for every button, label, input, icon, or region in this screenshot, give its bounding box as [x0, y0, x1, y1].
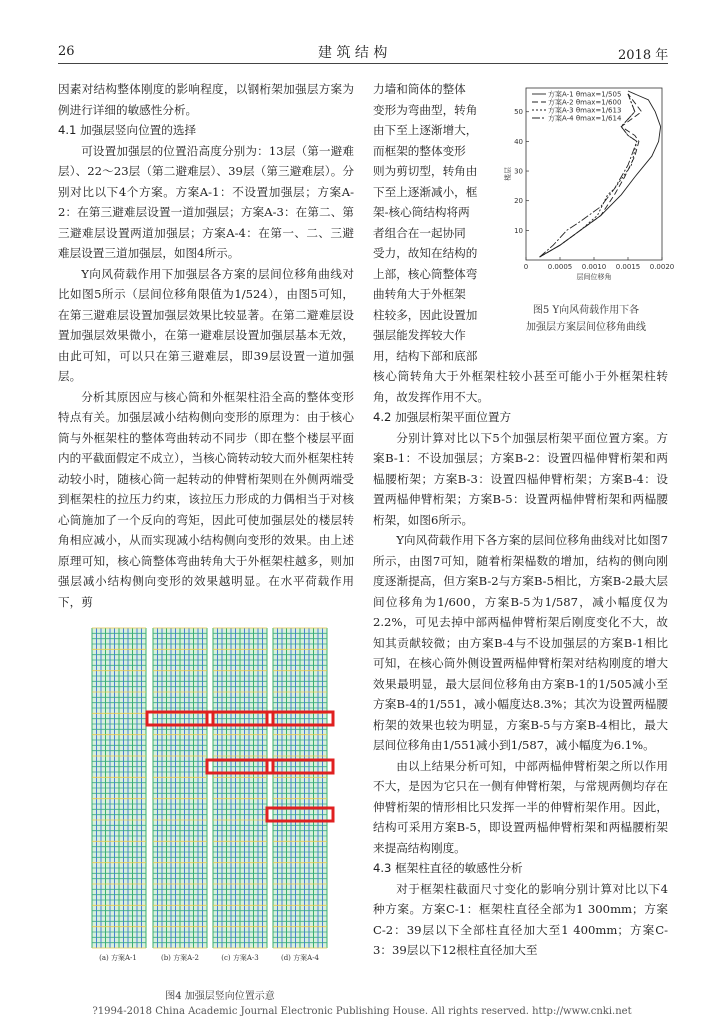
left-column-text	[58, 79, 354, 612]
figure-4-drawing	[92, 626, 332, 951]
paragraph-4-2-a: 分别计算对比以下5个加强层桁架平面位置方案。方案B-1：不设加强层；方案B-2：设置四榀伸臂桁架和两榀腰桁架；方案B-3：设置四榀伸臂桁架；方案B-4：设置两榀伸臂桁架；方案B-5：设置两榀伸臂桁架和两榀腰桁架，如图6所示。	[373, 430, 668, 527]
y-tick-label: 20	[514, 197, 523, 206]
x-tick-label: 0.0010	[581, 263, 607, 271]
legend-entry: 方案A-3 θmax=1/613	[548, 106, 622, 115]
wrap-line: 由下至上逐渐增大，	[373, 123, 478, 137]
intro-paragraph: 因素对结构整体刚度的影响程度，以钢桁架加强层方案为例进行详细的敏感性分析。	[58, 82, 354, 117]
model-elevation	[92, 628, 146, 948]
paragraph-4-1-a: 可设置加强层的位置沿高度分别为：13层（第一避难层）、22～23层（第二避难层）、39层（第三避难层）。分别对比以下4个方案。方案A-1：不设置加强层；方案A-2：在第三避难层设置一道加强层；方案A-3：在第二、第三避难层设置两道加强层；方案A-4：在第一、二、三避难层设置三道加强层，如图4所示。	[58, 143, 354, 260]
y-tick-label: 50	[514, 108, 523, 117]
wrap-line: 受力，故知在结构的	[373, 246, 478, 260]
y-tick-label: 30	[514, 167, 523, 176]
figure-5-caption-line1: 图5 Y向风荷载作用下各	[532, 305, 640, 316]
header-rule	[58, 63, 668, 64]
right-wrap-text	[373, 79, 497, 366]
figure-4	[92, 626, 332, 970]
issue-year: 2018 年	[618, 48, 669, 63]
model-elevation	[213, 628, 267, 948]
wrap-line: 架-核心筒结构将两	[373, 205, 470, 219]
wrap-line: 则为剪切型，转角由	[373, 164, 478, 178]
paragraph-4-1-b: Y向风荷载作用下加强层各方案的层间位移角曲线对比如图5所示（层间位移角限值为1/524），由图5可知，在第三避难层设置加强层效果比较显著。在第二避难层设置加强层效果微小，在第一避难层设置加强层基本无效，由此可知，可以只在第三避难层，即39层设置一道加强层。	[58, 266, 354, 383]
section-4-2-heading: 4.2 加强层桁架平面位置方	[373, 410, 512, 424]
x-tick-label: 0.0005	[547, 263, 573, 271]
y-tick-label: 10	[514, 226, 523, 235]
wrap-line: 下至上逐渐减小，框	[373, 184, 478, 199]
figure-4-label-b: (b) 方案A-2	[160, 954, 200, 962]
y-axis-label: 楼层	[504, 167, 512, 181]
page-number: 26	[58, 44, 75, 59]
figure-5-chart	[502, 80, 675, 292]
wrap-line: 强层能发挥较大作	[373, 328, 466, 342]
figure-4-label-c: (c) 方案A-3	[221, 954, 259, 962]
y-tick-label: 40	[514, 137, 523, 146]
paragraph-4-3-a: 对于框架柱截面尺寸变化的影响分别计算对比以下4种方案。方案C-1：框架柱直径全部为1 300mm；方案C-2：39层以下全部柱直径加大至1 400mm；方案C-3：39层以下12根柱直径加大至	[373, 881, 668, 957]
x-axis-label: 层间位移角	[576, 273, 612, 281]
wrap-line: 力墙和筒体的整体	[373, 82, 466, 96]
right-column-text	[373, 366, 668, 961]
wrap-line: 者组合在一起协同	[373, 225, 466, 240]
figure-4-label-a: (a) 方案A-1	[99, 954, 137, 962]
paragraph-4-2-b: Y向风荷载作用下各方案的层间位移角曲线对比如图7所示，由图7可知，随着桁架榀数的增加，结构的侧向刚度逐渐提高，但方案B-2与方案B-5相比，方案B-2最大层间位移角为1/600，方案B-5为1/587，减小幅度仅为2.2%，可见去掉中部两榀伸臂桁架后刚度变化不大，故知其贡献较微；由方案B-4与不设加强层的方案B-1相比可知，在核心筒外侧设置两榀伸臂桁架对结构刚度的增大效果最明显，最大层间位移角由方案B-1的1/505减小至方案B-4的1/551，减小幅度达8.3%；其次为设置两榀腰桁架的效果也较为明显，方案B-5与方案B-4相比，最大层间位移角由1/551减小到1/587，减小幅度为6.1%。	[373, 533, 668, 752]
figure-4-label-d: (d) 方案A-4	[280, 954, 320, 962]
wrap-line: 曲转角大于外框架	[373, 287, 466, 301]
wrap-line: 而框架的整体变形	[373, 143, 466, 158]
paragraph-4-2-c: 由以上结果分析可知，中部两榀伸臂桁架之所以作用不大，是因为它只在一侧有伸臂桁架，与常规两侧均存在伸臂桁架的情形相比只发挥一半的伸臂桁架作用。因此，结构可采用方案B-5，即设置两榀伸臂桁架和两榀腰桁架来提高结构刚度。	[373, 758, 668, 855]
section-4-1-heading: 4.1 加强层竖向位置的选择	[58, 123, 197, 137]
wrap-line: 上部，核心筒整体弯	[373, 266, 478, 281]
legend-entry: 方案A-2 θmax=1/600	[548, 98, 622, 107]
legend-entry: 方案A-4 θmax=1/614	[548, 114, 622, 123]
x-tick-label: 0.0015	[615, 263, 641, 271]
x-tick-label: 0	[523, 263, 529, 271]
figure-5-caption-line2: 加强层方案层间位移角曲线	[526, 322, 646, 333]
paragraph-4-1-c: 分析其原因应与核心筒和外框架柱沿全高的整体变形特点有关。加强层减小结构侧向变形的原理为：由于核心筒与外框架柱的整体弯曲转动不同步（即在整个楼层平面内的平截面假定不成立），当核心筒转动较大而外框架柱转动较小时，随核心筒一起转动的伸臂桁架则在外侧两端受到框架柱的拉压力约束，该拉压力形成的力偶相当于对核心筒施加了一个反向的弯矩，因此可使加强层处的楼层转角相应减小，从而实现减小结构侧向变形的效果。由上述原理可知，核心筒整体弯曲转角大于外框架柱越多，则加强层减小结构侧向变形的效果越明显。在水平荷载作用下，剪	[58, 389, 354, 609]
model-elevation	[273, 628, 327, 948]
journal-title: 建 筑 结 构	[318, 45, 388, 61]
copyright-footer: ?1994-2018 China Academic Journal Electronic Publishing House. All rights reserved. http://www.cnki.net	[92, 1006, 632, 1017]
wrap-line: 柱较多，因此设置加	[373, 307, 478, 322]
figure-4-caption: 图4 加强层竖向位置示意	[165, 991, 275, 1002]
wrap-line: 用，结构下部和底部	[373, 348, 478, 363]
legend-entry: 方案A-1 θmax=1/505	[548, 90, 622, 99]
wrap-line: 变形为弯曲型，转角	[373, 102, 478, 117]
paragraph-4-1-d: 核心筒转角大于外框架柱较小甚至可能小于外框架柱转角，故发挥作用不大。	[373, 369, 668, 404]
figure-5	[502, 80, 675, 292]
x-tick-label: 0.0020	[649, 263, 675, 271]
section-4-3-heading: 4.3 框架柱直径的敏感性分析	[373, 861, 523, 875]
model-elevation	[153, 628, 207, 948]
